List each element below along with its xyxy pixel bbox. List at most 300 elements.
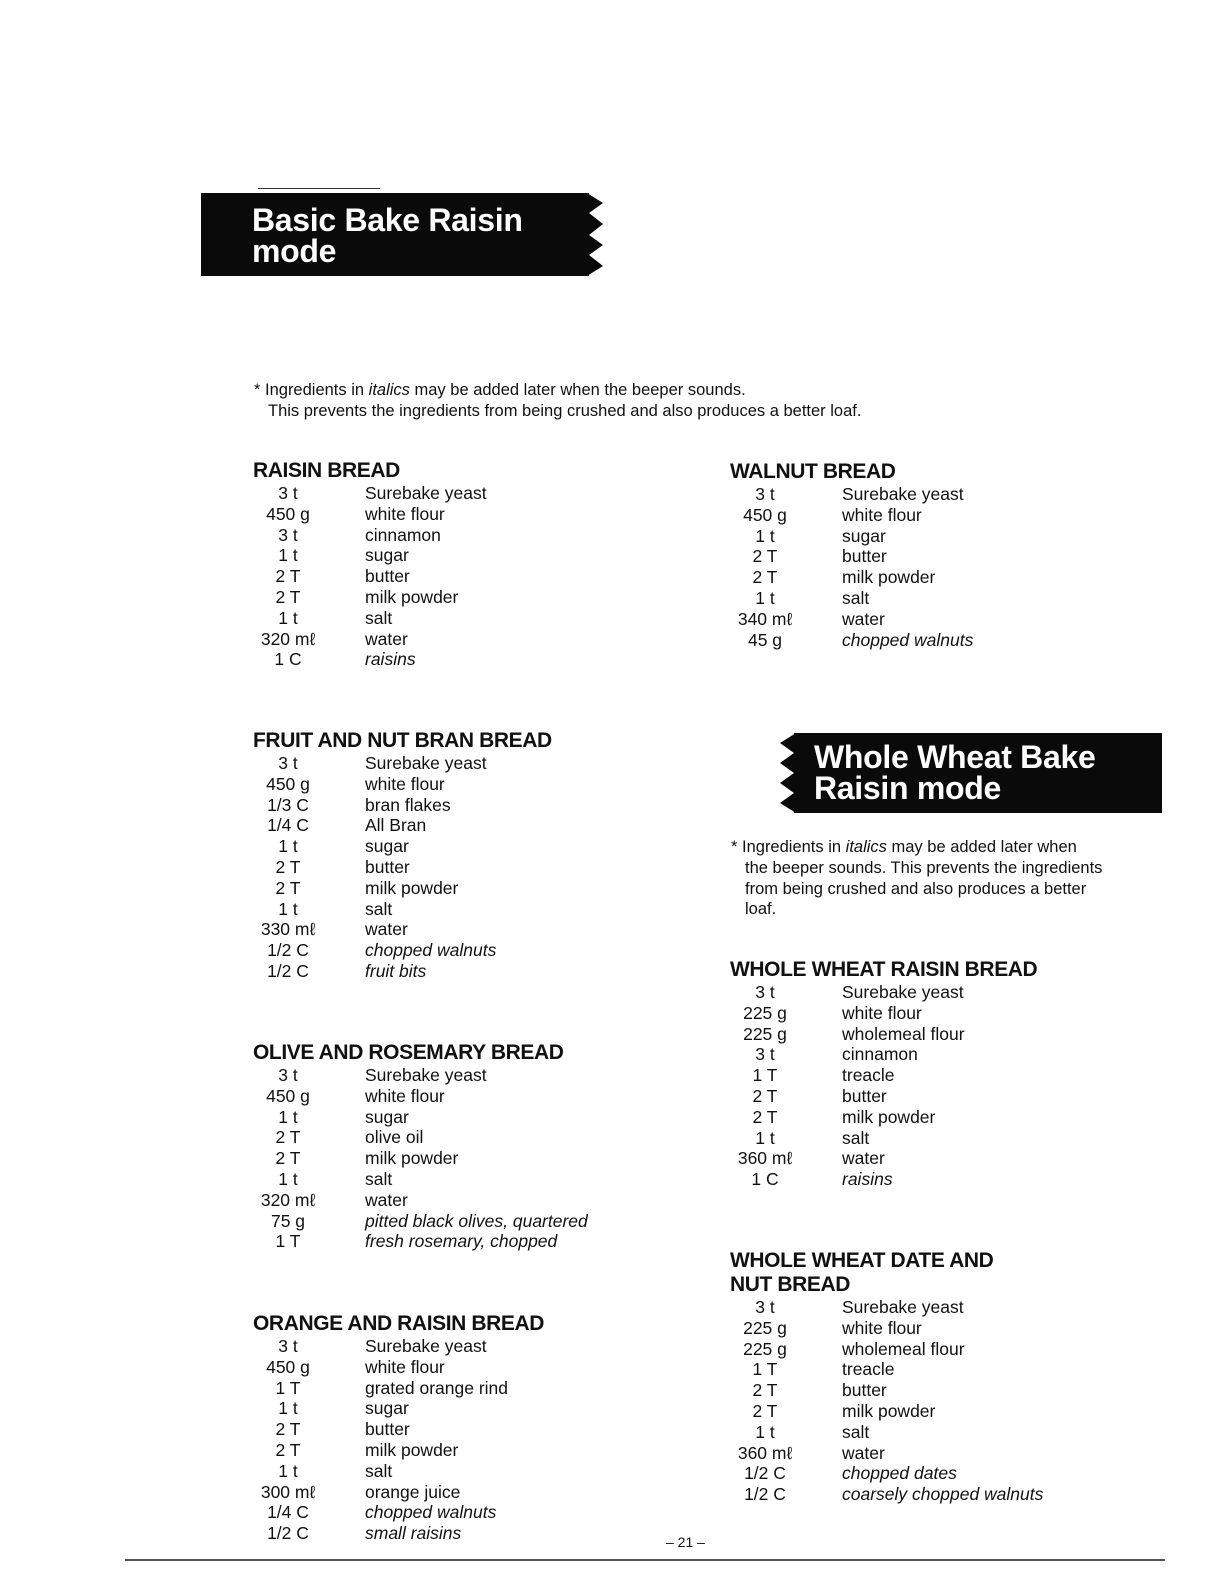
ingredient-quantity: 1 t	[278, 898, 298, 919]
ingredient-name: fresh rosemary, chopped	[365, 1231, 558, 1252]
ingredient-quantity: 2 T	[275, 1148, 301, 1169]
ingredient-row	[730, 1044, 1090, 1065]
ingredient-quantity-cell	[253, 629, 333, 650]
recipe-olive-and-rosemary-bread	[253, 1041, 613, 1252]
ingredient-row	[253, 1398, 613, 1419]
ingredient-quantity-cell	[253, 1502, 333, 1523]
ingredient-row	[253, 899, 613, 920]
whole-wheat-bake-raisin-banner	[794, 733, 1162, 813]
ingredient-name: water	[842, 1442, 885, 1463]
ingredient-quantity: 75 g	[270, 1210, 306, 1231]
ingredient-quantity-cell	[253, 1523, 333, 1544]
ingredient-row	[253, 566, 613, 587]
ingredient-name: bran flakes	[365, 794, 451, 815]
ingredient-name: Surebake yeast	[365, 1336, 487, 1356]
ingredient-name: cinnamon	[842, 1044, 918, 1065]
ingredient-quantity-cell	[730, 1359, 810, 1380]
ingredient-row	[253, 1211, 613, 1232]
ingredient-name: Surebake yeast	[365, 753, 487, 773]
ingredient-name: salt	[842, 1127, 870, 1148]
ingredient-name: white flour	[842, 1002, 922, 1023]
ingredient-quantity: 450 g	[743, 504, 787, 525]
ingredient-quantity: 3 t	[755, 484, 775, 504]
banner-title-line-1: Whole Wheat Bake	[814, 739, 1096, 775]
ingredient-name: treacle	[842, 1065, 895, 1086]
ingredient-quantity: 320 mℓ	[260, 628, 316, 649]
ingredient-quantity-cell	[253, 774, 333, 795]
note-italic-word: italics	[368, 381, 410, 399]
ingredient-quantity: 320 mℓ	[260, 1189, 316, 1210]
ingredient-quantity-cell	[253, 1440, 333, 1461]
ingredient-quantity: 3 t	[278, 524, 298, 545]
ingredient-quantity: 1 T	[275, 1231, 301, 1252]
ingredient-name: cinnamon	[365, 524, 441, 545]
bottom-rule	[125, 1559, 1165, 1561]
ingredient-row	[253, 753, 613, 774]
note-line-2: the beeper sounds. This prevents the ingredients	[745, 858, 1103, 877]
note-italic-word: italics	[845, 838, 887, 856]
ingredient-name: coarsely chopped walnuts	[842, 1484, 1044, 1505]
ingredient-quantity-cell	[253, 919, 333, 940]
ingredient-quantity: 2 T	[275, 586, 301, 607]
banner-title-line-2: Raisin mode	[814, 770, 1001, 806]
ingredient-name: white flour	[842, 1317, 922, 1338]
recipe-title: ORANGE AND RAISIN BREAD	[253, 1312, 545, 1335]
ingredient-quantity: 1 t	[278, 1106, 298, 1127]
ingredient-row	[730, 1148, 1090, 1169]
ingredient-row	[253, 836, 613, 857]
ingredient-row	[253, 1148, 613, 1169]
ingredient-quantity-cell	[253, 483, 333, 504]
ingredient-quantity: 3 t	[755, 1297, 775, 1317]
recipe-title: RAISIN BREAD	[253, 459, 400, 482]
ingredient-quantity-cell	[253, 525, 333, 546]
ingredient-quantity: 2 T	[275, 856, 301, 877]
ingredient-row	[253, 1357, 613, 1378]
ingredient-name: pitted black olives, quartered	[365, 1210, 588, 1231]
ingredient-quantity: 1 t	[278, 607, 298, 628]
ingredient-quantity-cell	[730, 1339, 810, 1360]
ingredient-list	[253, 753, 613, 982]
ingredient-name: Surebake yeast	[365, 483, 487, 503]
ingredient-quantity-cell	[253, 753, 333, 774]
ingredient-row	[253, 815, 613, 836]
ingredient-quantity-cell	[253, 857, 333, 878]
ingredient-quantity: 3 t	[755, 1044, 775, 1065]
ingredient-quantity-cell	[730, 1443, 810, 1464]
ingredient-quantity: 3 t	[278, 1336, 298, 1356]
ingredient-name: chopped dates	[842, 1463, 957, 1484]
ingredient-quantity-cell	[730, 526, 810, 547]
ingredient-quantity-cell	[730, 1380, 810, 1401]
ingredient-name: milk powder	[842, 1106, 936, 1127]
ingredient-name: butter	[842, 546, 887, 567]
ingredient-row	[730, 1401, 1090, 1422]
ingredient-quantity: 340 mℓ	[737, 608, 793, 629]
page-number: – 21 –	[666, 1534, 705, 1550]
ingredient-quantity: 1 t	[278, 1460, 298, 1481]
note-line-4: loaf.	[745, 900, 777, 919]
ingredient-name: treacle	[842, 1359, 895, 1380]
ingredient-row	[253, 649, 613, 670]
ingredient-row	[730, 484, 1090, 505]
ingredient-row	[253, 1086, 613, 1107]
ingredient-row	[730, 546, 1090, 567]
ingredient-row	[253, 587, 613, 608]
ingredient-name: milk powder	[365, 877, 459, 898]
ingredient-row	[730, 1463, 1090, 1484]
ingredient-quantity: 360 mℓ	[737, 1148, 793, 1169]
ingredient-name: water	[365, 919, 408, 940]
ingredient-row	[730, 1003, 1090, 1024]
ingredient-row	[253, 629, 613, 650]
ingredient-quantity: 2 T	[275, 1439, 301, 1460]
ingredient-quantity: 1/2 C	[267, 960, 309, 981]
ingredient-quantity: 1/2 C	[744, 1463, 786, 1484]
ingredient-quantity: 1/2 C	[267, 940, 309, 961]
ingredient-row	[730, 1024, 1090, 1045]
ingredient-name: milk powder	[365, 586, 459, 607]
ingredient-row	[730, 1065, 1090, 1086]
ingredient-name: raisins	[842, 1169, 893, 1190]
ingredient-quantity: 2 T	[275, 1419, 301, 1440]
ingredient-quantity: 450 g	[266, 503, 310, 524]
note-line-2: This prevents the ingredients from being crushed and also produces a better loaf.	[268, 401, 862, 420]
ingredient-quantity-cell	[730, 1107, 810, 1128]
ingredient-row	[730, 1169, 1090, 1190]
ingredient-quantity: 225 g	[743, 1338, 787, 1359]
ingredient-name: sugar	[365, 836, 409, 857]
ingredient-quantity: 225 g	[743, 1023, 787, 1044]
ingredient-quantity-cell	[253, 1482, 333, 1503]
ingredient-quantity-cell	[730, 567, 810, 588]
recipe-raisin-bread	[253, 459, 613, 670]
ingredient-row	[253, 857, 613, 878]
ingredient-name: wholemeal flour	[842, 1023, 965, 1044]
ingredient-quantity-cell	[253, 1211, 333, 1232]
ingredient-quantity-cell	[253, 1086, 333, 1107]
ingredient-name: wholemeal flour	[842, 1338, 965, 1359]
ingredient-quantity: 1/2 C	[267, 1523, 309, 1544]
ingredient-quantity-cell	[253, 504, 333, 525]
ingredient-name: butter	[365, 566, 410, 587]
ingredient-quantity-cell	[730, 546, 810, 567]
ingredient-quantity: 1 t	[755, 525, 775, 546]
ingredient-name: milk powder	[365, 1439, 459, 1460]
ingredient-row	[253, 608, 613, 629]
note-suffix: may be added later when the beeper sounds.	[409, 381, 746, 399]
top-rule	[258, 188, 380, 189]
ingredient-quantity-cell	[253, 940, 333, 961]
ingredient-name: water	[365, 628, 408, 649]
ingredient-quantity-cell	[253, 1419, 333, 1440]
ingredient-name: butter	[365, 1419, 410, 1440]
ingredient-name: Surebake yeast	[842, 1297, 964, 1317]
ingredient-row	[730, 567, 1090, 588]
ingredient-name: milk powder	[365, 1148, 459, 1169]
ingredient-quantity: 450 g	[266, 773, 310, 794]
ingredient-name: milk powder	[842, 1400, 936, 1421]
ingredient-quantity-cell	[253, 899, 333, 920]
ingredient-row	[253, 1419, 613, 1440]
ingredient-name: salt	[842, 1421, 870, 1442]
ingredient-row	[253, 961, 613, 982]
ingredient-name: sugar	[365, 545, 409, 566]
ingredient-name: salt	[365, 1168, 393, 1189]
ingredient-quantity: 225 g	[743, 1002, 787, 1023]
ingredient-quantity: 3 t	[278, 1065, 298, 1085]
ingredient-quantity-cell	[253, 1107, 333, 1128]
ingredient-quantity: 2 T	[752, 1085, 778, 1106]
ingredient-quantity: 1/4 C	[267, 1502, 309, 1523]
ingredient-list	[253, 1336, 613, 1544]
ingredient-list	[253, 1065, 613, 1252]
ingredient-quantity-cell	[253, 815, 333, 836]
ingredient-row	[730, 588, 1090, 609]
ingredient-row	[253, 1523, 613, 1544]
ingredient-quantity: 2 T	[752, 567, 778, 588]
ingredient-list	[730, 484, 1090, 650]
ingredient-row	[253, 878, 613, 899]
ingredient-name: chopped walnuts	[365, 940, 497, 961]
ingredient-name: milk powder	[842, 567, 936, 588]
ingredient-quantity-cell	[253, 1065, 333, 1086]
ingredient-quantity: 1 t	[278, 1398, 298, 1419]
ingredient-row	[730, 526, 1090, 547]
ingredient-row	[730, 1339, 1090, 1360]
recipe-orange-and-raisin-bread	[253, 1312, 613, 1544]
ingredient-name: butter	[842, 1085, 887, 1106]
ingredient-name: small raisins	[365, 1523, 462, 1544]
ingredient-quantity-cell	[253, 587, 333, 608]
ingredient-name: sugar	[842, 525, 886, 546]
ingredient-row	[730, 505, 1090, 526]
ingredient-row	[253, 1065, 613, 1086]
ingredient-quantity-cell	[730, 1065, 810, 1086]
ingredient-quantity: 1 C	[274, 649, 302, 670]
ingredient-quantity: 1/2 C	[744, 1484, 786, 1505]
ingredient-quantity-cell	[730, 1003, 810, 1024]
ingredient-quantity: 2 T	[275, 566, 301, 587]
ingredient-quantity: 1 C	[751, 1169, 779, 1190]
ingredient-row	[730, 1128, 1090, 1149]
note-prefix: * Ingredients in	[731, 838, 846, 856]
ingredient-quantity: 3 t	[278, 483, 298, 503]
ingredient-row	[253, 1378, 613, 1399]
ingredient-row	[730, 1484, 1090, 1505]
ingredient-quantity: 3 t	[278, 753, 298, 773]
ingredient-quantity-cell	[730, 1297, 810, 1318]
ingredient-quantity-cell	[730, 1128, 810, 1149]
ingredient-quantity-cell	[730, 1401, 810, 1422]
ingredient-quantity-cell	[730, 630, 810, 651]
note-prefix: * Ingredients in	[254, 381, 369, 399]
ingredient-quantity: 1 T	[275, 1377, 301, 1398]
recipe-title-line-2: NUT BREAD	[730, 1273, 851, 1296]
ingredient-name: raisins	[365, 649, 416, 670]
ingredient-row	[253, 1169, 613, 1190]
ingredient-name: olive oil	[365, 1127, 424, 1148]
ingredient-quantity: 1 t	[278, 545, 298, 566]
ingredient-quantity-cell	[253, 649, 333, 670]
ingredient-quantity: 45 g	[747, 629, 783, 650]
ingredient-row	[253, 1440, 613, 1461]
ingredient-quantity-cell	[730, 1318, 810, 1339]
ingredient-quantity-cell	[730, 1169, 810, 1190]
zigzag-edge-icon	[778, 733, 796, 813]
ingredient-quantity-cell	[253, 1336, 333, 1357]
ingredient-quantity-cell	[730, 1086, 810, 1107]
ingredient-row	[253, 1231, 613, 1252]
ingredient-quantity-cell	[730, 1422, 810, 1443]
ingredient-quantity: 1 t	[278, 1168, 298, 1189]
recipe-title: WHOLE WHEAT RAISIN BREAD	[730, 958, 1038, 981]
ingredient-name: white flour	[365, 773, 445, 794]
ingredient-name: grated orange rind	[365, 1377, 509, 1398]
ingredient-name: butter	[842, 1380, 887, 1401]
ingredient-row	[253, 1461, 613, 1482]
ingredient-row	[253, 1336, 613, 1357]
ingredient-row	[253, 774, 613, 795]
ingredient-name: salt	[365, 898, 393, 919]
ingredient-name: sugar	[365, 1106, 409, 1127]
ingredient-name: white flour	[842, 504, 922, 525]
ingredient-name: sugar	[365, 1398, 409, 1419]
recipe-whole-wheat-raisin-bread	[730, 958, 1090, 1190]
note-suffix: may be added later when	[886, 838, 1077, 856]
ingredient-name: salt	[365, 607, 393, 628]
ingredient-row	[730, 630, 1090, 651]
ingredient-row	[253, 795, 613, 816]
ingredient-row	[253, 1107, 613, 1128]
ingredient-row	[253, 525, 613, 546]
ingredient-name: chopped walnuts	[365, 1502, 497, 1523]
ingredient-quantity-cell	[730, 1024, 810, 1045]
ingredient-quantity-cell	[253, 545, 333, 566]
ingredient-name: white flour	[365, 1085, 445, 1106]
ingredient-quantity-cell	[253, 1398, 333, 1419]
ingredient-row	[253, 483, 613, 504]
ingredient-row	[253, 504, 613, 525]
ingredient-quantity: 1 t	[755, 1127, 775, 1148]
recipe-fruit-and-nut-bran-bread	[253, 729, 613, 982]
ingredient-quantity-cell	[730, 1484, 810, 1505]
ingredient-quantity-cell	[253, 1127, 333, 1148]
ingredient-quantity-cell	[730, 484, 810, 505]
ingredient-name: water	[365, 1189, 408, 1210]
ingredient-name: salt	[842, 587, 870, 608]
ingredient-quantity: 300 mℓ	[260, 1481, 316, 1502]
recipe-title: OLIVE AND ROSEMARY BREAD	[253, 1041, 564, 1064]
ingredient-row	[253, 1502, 613, 1523]
ingredient-quantity-cell	[253, 608, 333, 629]
ingredient-quantity: 1 t	[755, 587, 775, 608]
ingredient-quantity-cell	[253, 1231, 333, 1252]
ingredient-quantity: 225 g	[743, 1317, 787, 1338]
ingredient-row	[253, 1190, 613, 1211]
ingredient-quantity-cell	[253, 1461, 333, 1482]
ingredient-quantity-cell	[253, 1190, 333, 1211]
ingredient-quantity-cell	[730, 982, 810, 1003]
ingredient-name: Surebake yeast	[842, 982, 964, 1002]
ingredient-quantity-cell	[253, 1169, 333, 1190]
ingredient-name: white flour	[365, 1356, 445, 1377]
ingredient-name: chopped walnuts	[842, 629, 974, 650]
ingredient-row	[253, 919, 613, 940]
ingredient-quantity: 2 T	[275, 1127, 301, 1148]
ingredient-list	[730, 982, 1090, 1190]
ingredient-quantity-cell	[253, 1378, 333, 1399]
ingredient-quantity-cell	[730, 1463, 810, 1484]
ingredient-name: All Bran	[365, 815, 427, 836]
ingredient-row	[730, 609, 1090, 630]
ingredient-quantity-cell	[730, 1044, 810, 1065]
ingredient-quantity: 1/3 C	[267, 794, 309, 815]
ingredient-row	[730, 1107, 1090, 1128]
ingredient-name: salt	[365, 1460, 393, 1481]
ingredient-row	[253, 1482, 613, 1503]
ingredient-quantity: 2 T	[752, 1380, 778, 1401]
ingredient-quantity-cell	[253, 836, 333, 857]
ingredient-quantity: 360 mℓ	[737, 1442, 793, 1463]
ingredient-row	[730, 1443, 1090, 1464]
ingredient-name: butter	[365, 856, 410, 877]
recipe-title-line-1: WHOLE WHEAT DATE AND	[730, 1249, 994, 1272]
banner-title-line-1: Basic Bake Raisin	[252, 202, 523, 238]
ingredient-row	[730, 1086, 1090, 1107]
ingredient-row	[730, 1422, 1090, 1443]
ingredient-quantity: 330 mℓ	[260, 919, 316, 940]
basic-bake-raisin-banner	[201, 193, 589, 276]
ingredient-quantity-cell	[730, 505, 810, 526]
recipe-title: FRUIT AND NUT BRAN BREAD	[253, 729, 552, 752]
recipe-whole-wheat-date-and-nut-bread	[730, 1249, 1090, 1505]
ingredient-name: Surebake yeast	[842, 484, 964, 504]
ingredient-quantity: 2 T	[275, 877, 301, 898]
ingredient-quantity-cell	[253, 961, 333, 982]
ingredient-row	[730, 1380, 1090, 1401]
ingredient-quantity: 1 t	[278, 836, 298, 857]
ingredient-name: fruit bits	[365, 960, 427, 981]
ingredient-name: Surebake yeast	[365, 1065, 487, 1085]
ingredient-quantity-cell	[253, 1148, 333, 1169]
ingredient-quantity: 2 T	[752, 1106, 778, 1127]
ingredient-name: water	[842, 608, 885, 629]
recipe-title: WALNUT BREAD	[730, 460, 896, 483]
ingredient-quantity: 1 T	[752, 1359, 778, 1380]
ingredient-quantity: 2 T	[752, 546, 778, 567]
ingredient-row	[253, 545, 613, 566]
ingredient-quantity-cell	[253, 878, 333, 899]
ingredient-quantity-cell	[253, 795, 333, 816]
ingredient-name: orange juice	[365, 1481, 461, 1502]
ingredient-quantity: 450 g	[266, 1085, 310, 1106]
ingredient-quantity: 2 T	[752, 1400, 778, 1421]
ingredient-quantity-cell	[730, 609, 810, 630]
ingredient-row	[730, 1318, 1090, 1339]
ingredient-quantity: 1 t	[755, 1421, 775, 1442]
ingredient-quantity-cell	[253, 1357, 333, 1378]
ingredient-quantity: 450 g	[266, 1356, 310, 1377]
ingredient-quantity-cell	[253, 566, 333, 587]
banner-title-line-2: mode	[252, 233, 337, 269]
ingredient-quantity: 1 T	[752, 1065, 778, 1086]
ingredient-name: white flour	[365, 503, 445, 524]
ingredient-quantity: 3 t	[755, 982, 775, 1002]
ingredient-quantity-cell	[730, 588, 810, 609]
ingredient-quantity: 1/4 C	[267, 815, 309, 836]
italics-note	[254, 380, 1014, 422]
